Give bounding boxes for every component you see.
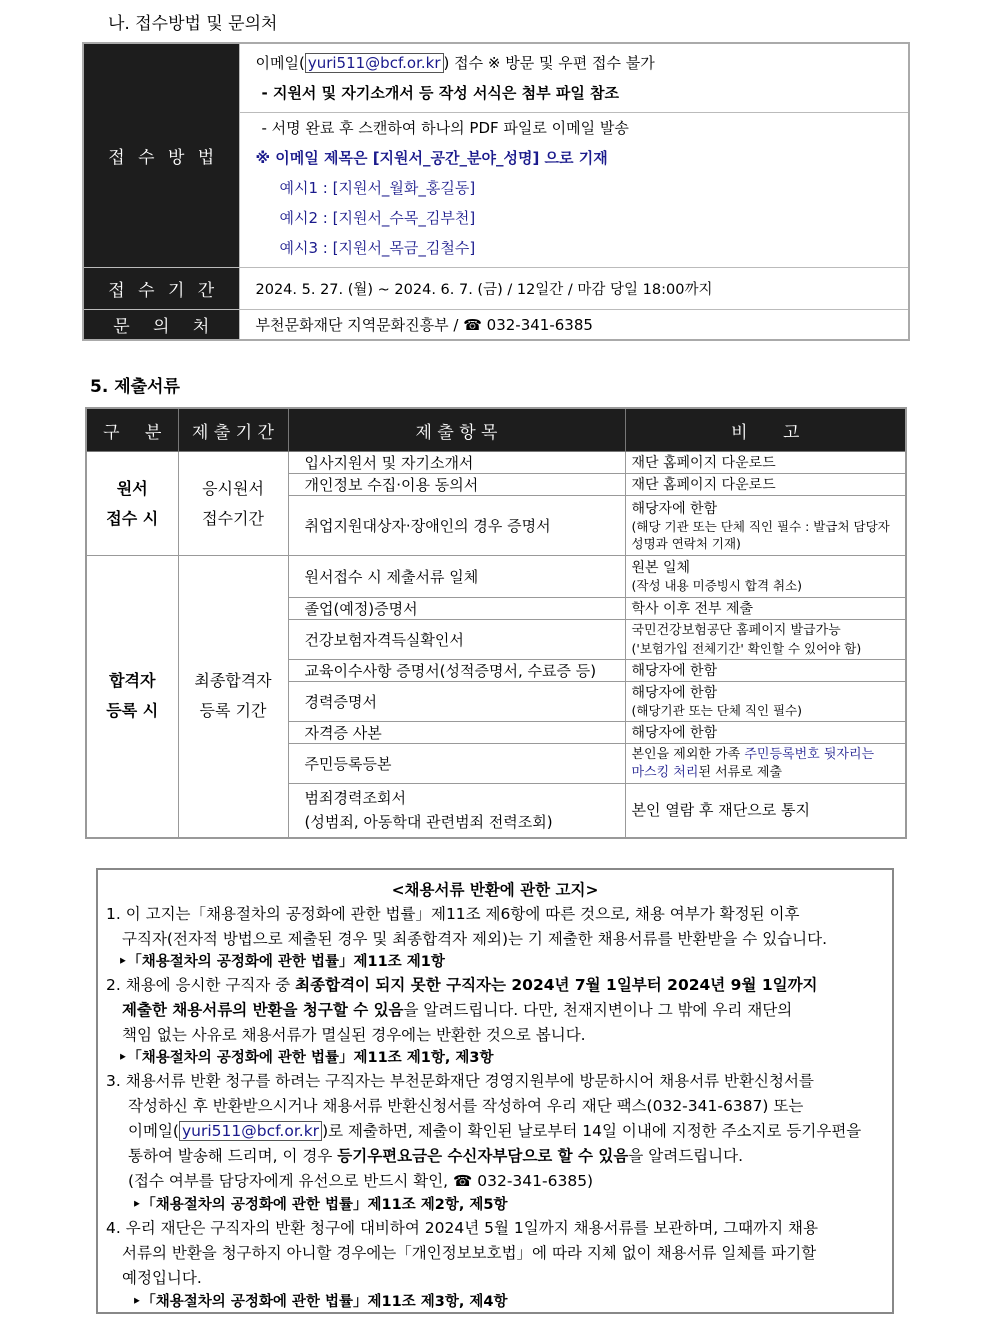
return-notice-box [96,868,894,1314]
table-row-note: 해당자에 한함 [625,660,906,682]
method-email-prefix: 이메일( [255,54,305,72]
table-row-note [625,620,906,660]
notice-p2-line1 [106,973,818,995]
category-accepted-l1: 합격자 [109,671,156,691]
notice-p4-law: ‣「채용절차의 공정화에 관한 법률」제11조 제3항, 제4항 [132,1294,508,1310]
example-3: 예시3 : [지원서_목금_김철수] [279,239,476,257]
notice-title: <채용서류 반환에 관한 고지> [391,881,599,899]
table-row-item: 원서접수 시 제출서류 일체 [288,556,625,598]
item-line-2: (성범죄, 아동학대 관련범죄 전력조회) [304,813,553,832]
note-main: 해당자에 한함 [631,684,718,701]
table-row-item: 입사지원서 및 자기소개서 [288,452,625,474]
table-row-note: 재단 홈페이지 다운로드 [625,452,906,474]
table-row-item [288,784,625,838]
notice-p4-line2: 서류의 반환을 청구하지 아니할 경우에는「개인정보보호법」에 따라 지체 없이 채용서류 일체를 파기할 [122,1244,817,1262]
table-row-item: 개인정보 수집·이용 동의서 [288,474,625,496]
notice-p3-law: ‣「채용절차의 공정화에 관한 법률」제11조 제2항, 제5항 [132,1197,508,1213]
notice-p3-line1: 3. 채용서류 반환 청구를 하려는 구직자는 부천문화재단 경영지원부에 방문하시어 채용서류 반환신청서를 [106,1072,814,1090]
p2-l1-a: 2. 채용에 응시한 구직자 중 [106,976,296,994]
header-item: 제 출 항 목 [288,408,625,452]
contact-value: 부천문화재단 지역문화진흥부 / ☎ 032-341-6385 [239,310,909,340]
p3-l3-a: 이메일( [128,1122,179,1140]
period-application-l1: 응시원서 [202,478,264,498]
note-part-b: 주민등록번호 뒷자리는 [744,746,875,762]
application-method-table [82,42,910,341]
category-application [86,452,178,556]
p2-l1-b: 최종합격이 되지 못한 구직자는 2024년 7월 1일부터 2024년 9월 1일까지 [295,976,818,994]
table-row-item: 주민등록등본 [288,744,625,784]
notice-p1-line2: 구직자(전자적 방법으로 제출된 경우 및 최종합격자 제외)는 기 제출한 채용서류를 반환받을 수 있습니다. [122,930,828,948]
notice-p1-law: ‣「채용절차의 공정화에 관한 법률」제11조 제1항 [118,954,445,970]
section-5-title: 5. 제출서류 [90,377,180,397]
p3-l4-b: 등기우편요금은 수신자부담으로 할 수 있음 [337,1147,629,1165]
period-accepted [178,556,288,838]
note-main: 국민건강보험공단 홈페이지 발급가능 [631,622,841,638]
table-row-item: 건강보험자격득실확인서 [288,620,625,660]
note-part-c: 마스킹 처리 [631,764,699,780]
table-row-note [625,556,906,598]
method-line-2: - 지원서 및 자기소개서 등 작성 서식은 첨부 파일 참조 [240,78,909,113]
period-application-l2: 접수기간 [202,508,264,528]
note-part-d: 된 서류로 제출 [698,764,783,780]
period-accepted-l2: 등록 기간 [199,701,267,721]
note-sub: (작성 내용 미증빙시 합격 취소) [631,577,803,593]
header-period: 제 출 기 간 [178,408,288,452]
header-note: 비 고 [625,408,906,452]
table-row-item: 취업지원대상자·장애인의 경우 증명서 [288,496,625,556]
table-row-note: 해당자에 한함 [625,722,906,744]
p2-l2-a: 제출한 채용서류의 반환을 청구할 수 있음 [122,1001,404,1019]
notice-email-link[interactable]: yuri511@bcf.or.kr [179,1121,322,1141]
category-application-l2: 접수 시 [106,508,159,528]
table-row-note: 재단 홈페이지 다운로드 [625,474,906,496]
method-line-3: - 서명 완료 후 스캔하여 하나의 PDF 파일로 이메일 발송 [261,119,629,137]
table-row-note [625,496,906,556]
notice-p4-line3: 예정입니다. [122,1269,202,1287]
notice-p2-line2 [122,998,792,1020]
notice-p1-line1: 1. 이 고지는「채용절차의 공정화에 관한 법률」제11조 제6항에 따른 것으로, 채용 여부가 확정된 이후 [106,905,800,923]
period-label: 접 수 기 간 [83,268,239,310]
period-accepted-l1: 최종합격자 [194,671,272,691]
table-row-note [625,682,906,722]
example-2: 예시2 : [지원서_수목_김부천] [279,209,476,227]
category-application-l1: 원서 [116,478,148,498]
table-row-item: 졸업(예정)증명서 [288,598,625,620]
note-sub: (해당 기관 또는 단체 직인 필수 : 발급처 담당자 성명과 연락처 기재) [631,518,890,551]
contact-label: 문 의 처 [83,310,239,340]
table-row-note [625,744,906,784]
notice-p2-line3: 책임 없는 사유로 채용서류가 멸실된 경우에는 반환한 것으로 봅니다. [122,1026,586,1044]
note-part-a: 본인을 제외한 가족 [631,746,745,762]
notice-p3-line5: (접수 여부를 담당자에게 유선으로 반드시 확인, ☎ 032-341-6385) [128,1172,594,1190]
notice-p3-line3 [128,1119,861,1141]
method-email-link[interactable]: yuri511@bcf.or.kr [305,53,444,73]
p3-l4-a: 통하여 발송해 드리며, 이 경우 [128,1147,338,1165]
period-value: 2024. 5. 27. (월) ~ 2024. 6. 7. (금) / 12일간 / 마감 당일 18:00까지 [239,268,909,310]
p3-l3-b: )로 제출하면, 제출이 확인된 날로부터 14일 이내에 지정한 주소지로 등기우편을 [322,1122,862,1140]
note-sub: ('보험가입 전체기간' 확인할 수 있어야 함) [631,640,862,656]
category-accepted-l2: 등록 시 [106,701,159,721]
p2-l2-b: 을 알려드립니다. 다만, 천재지변이나 그 밖에 우리 재단의 [403,1001,793,1019]
note-main: 원본 일체 [631,559,691,576]
documents-table [85,407,907,839]
table-row-note: 본인 열람 후 재단으로 통지 [625,784,906,838]
notice-p3-line2: 작성하신 후 반환받으시거나 채용서류 반환신청서를 작성하여 우리 재단 팩스(032-341-6387) 또는 [128,1097,804,1115]
table-row-item: 자격증 사본 [288,722,625,744]
notice-p3-line4 [128,1144,743,1166]
method-label: 접 수 방 법 [83,43,239,268]
table-row-note: 학사 이후 전부 제출 [625,598,906,620]
method-line-1 [240,48,909,78]
table-row-item: 교육이수사항 증명서(성적증명서, 수료증 등) [288,660,625,682]
category-accepted [86,556,178,838]
notice-p4-line1: 4. 우리 재단은 구직자의 반환 청구에 대비하여 2024년 5월 1일까지 채용서류를 보관하며, 그때까지 채용 [106,1219,818,1237]
note-sub: (해당기관 또는 단체 직인 필수) [631,702,803,718]
method-line-4: ※ 이메일 제목은 [지원서_공간_분야_성명] 으로 기재 [255,149,608,167]
p3-l4-c: 을 알려드립니다. [628,1147,744,1165]
header-category: 구 분 [86,408,178,452]
example-1: 예시1 : [지원서_월화_홍길동] [279,179,476,197]
item-line-1: 범죄경력조회서 [304,789,406,808]
table-row-item: 경력증명서 [288,682,625,722]
method-email-suffix: ) 접수 ※ 방문 및 우편 접수 불가 [443,54,655,72]
section-4-subtitle: 나. 접수방법 및 문의처 [108,14,278,34]
method-content [239,43,909,268]
notice-p2-law: ‣「채용절차의 공정화에 관한 법률」제11조 제1항, 제3항 [118,1050,494,1066]
period-application [178,452,288,556]
note-main: 해당자에 한함 [631,500,718,517]
